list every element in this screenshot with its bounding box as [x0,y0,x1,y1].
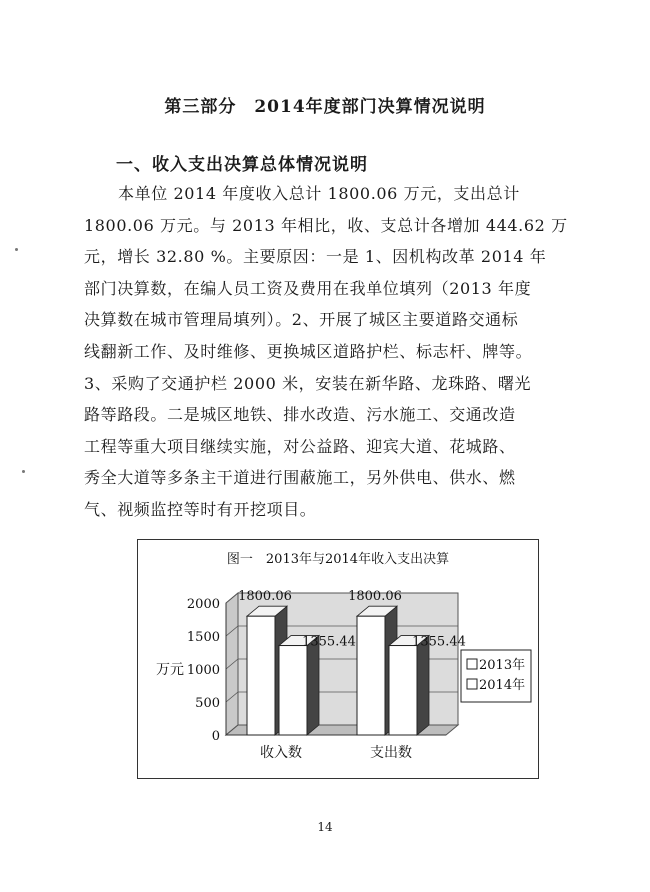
data-label: 1355.44 [412,634,466,650]
bar-2014年 [279,646,307,735]
y-tick-label: 0 [211,729,220,744]
chart-figure [137,539,539,779]
paragraph-line: 气、视频监控等时有开挖项目。 [84,499,317,519]
legend-label: 2013年 [479,658,526,673]
paragraph-line: 工程等重大项目继续实施，对公益路、迎宾大道、花城路、 [84,436,516,456]
section-heading: 一、收入支出决算总体情况说明 [116,155,368,175]
paragraph-line: 3、采购了交通护栏 2000 米，安装在新华路、龙珠路、曙光 [84,373,532,393]
paragraph-line: 元，增长 32.80 %。主要原因：一是 1、因机构改革 2014 年 [84,247,547,267]
scan-speck [22,470,25,473]
paragraph-line: 1800.06 万元。与 2013 年相比，收、支总计各增加 444.62 万 [84,215,568,235]
paragraph-line: 部门决算数，在编人员工资及费用在我单位填列（2013 年度 [84,278,532,298]
y-tick-label: 2000 [186,597,220,612]
paragraph-line: 线翻新工作、及时维修、更换城区道路护栏、标志杆、牌等。 [84,341,533,361]
bar-side-face [417,636,429,735]
body-paragraph [84,178,566,526]
paragraph-line: 本单位 2014 年度收入总计 1800.06 万元，支出总计 [118,184,520,203]
legend-swatch [467,659,477,669]
legend-label: 2014年 [479,678,526,693]
paragraph-line: 决算数在城市管理局填列）。2、开展了城区主要道路交通标 [84,310,519,330]
y-axis-label: 万元 [156,662,184,678]
y-tick-label: 1500 [186,630,220,645]
scan-speck [15,248,18,251]
bar-2013年 [357,616,385,735]
x-tick-label: 支出数 [370,745,412,761]
bar-2014年 [389,646,417,735]
bar-chart [138,540,538,778]
x-tick-label: 收入数 [260,745,302,761]
chart-title: 图一 2013年与2014年收入支出决算 [226,552,450,567]
page-number: 14 [317,820,333,834]
data-label: 1355.44 [302,634,356,650]
bar-side-face [307,636,319,735]
bar-2013年 [247,616,275,735]
page-title: 第三部分 2014年度部门决算情况说明 [164,97,486,117]
y-tick-label: 500 [195,696,220,711]
legend-swatch [467,679,477,689]
paragraph-line: 路等路段。二是城区地铁、排水改造、污水施工、交通改造 [84,405,516,425]
data-label: 1800.06 [348,589,402,605]
paragraph-line: 秀全大道等多条主干道进行围蔽施工，另外供电、供水、燃 [84,468,516,488]
data-label: 1800.06 [238,589,292,605]
y-tick-label: 1000 [186,663,220,678]
